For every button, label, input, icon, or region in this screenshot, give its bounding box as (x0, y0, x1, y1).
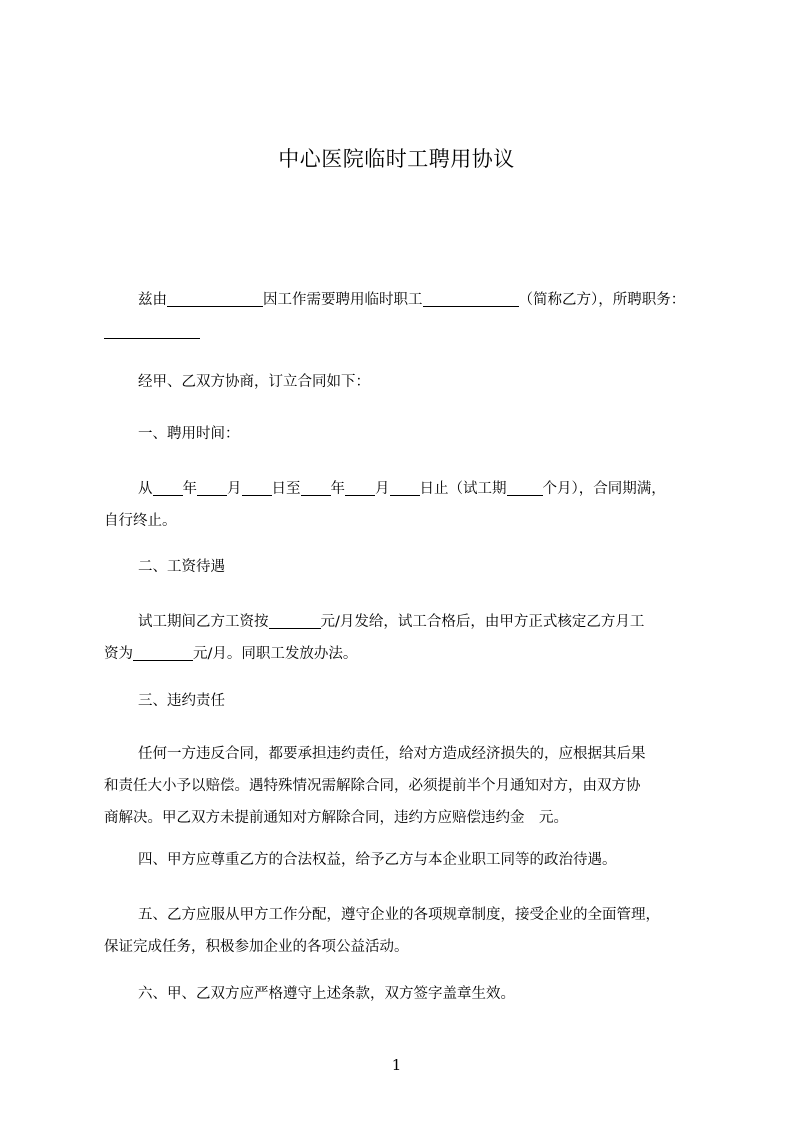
employer-blank (167, 290, 263, 307)
start-month-blank (197, 479, 227, 496)
text-from: 从 (138, 481, 153, 497)
text-trial-salary: 试工期间乙方工资按 (138, 614, 269, 630)
trial-months-blank (507, 479, 543, 496)
monthly-salary-blank (133, 644, 193, 661)
liability-line-2: 和责任大小予以赔偿。遇特殊情况需解除合同，必须提前半个月通知对方，由双方协 (104, 778, 641, 794)
text-year: 年 (182, 481, 197, 497)
text-salary-as: 资为 (104, 646, 133, 662)
paragraph-rights: 四、甲方应尊重乙方的合法权益，给予乙方与本企业职工同等的政治待遇。 (138, 852, 617, 868)
obligations-line-1: 五、乙方应服从甲方工作分配，遵守企业的各项规章制度，接受企业的全面管理， (138, 907, 660, 923)
trial-salary-blank (269, 612, 321, 629)
start-day-blank (242, 479, 272, 496)
position-blank (104, 322, 200, 339)
paragraph-agreement-intro: 经甲、乙双方协商，订立合同如下： (138, 374, 370, 390)
text-day-to: 日至 (271, 481, 301, 497)
page-title: 中心医院临时工聘用协议 (278, 147, 515, 171)
heading-salary: 二、工资待遇 (138, 559, 225, 575)
end-month-blank (345, 479, 375, 496)
page-number: 1 (391, 1056, 402, 1074)
liability-line-3: 商解决。甲乙双方未提前通知对方解除合同，违约方应赔偿违约金 元。 (104, 810, 568, 826)
end-year-blank (301, 479, 331, 496)
text-month-2: 月 (375, 481, 390, 497)
heading-liability: 三、违约责任 (138, 693, 225, 709)
heading-employment-period: 一、聘用时间： (138, 426, 240, 442)
text-day-end-trial: 日止（试工期 (419, 481, 507, 497)
text-month: 月 (227, 481, 242, 497)
text-salary-rest: 元/月。同职工发放办法。 (193, 646, 358, 662)
start-year-blank (153, 479, 183, 496)
paragraph-period (104, 473, 704, 537)
paragraph-salary (104, 606, 704, 670)
obligations-line-2: 保证完成任务，积极参加企业的各项公益活动。 (104, 939, 409, 955)
liability-line-1: 任何一方违反合同，都要承担违约责任，给对方造成经济损失的，应根据其后果 (138, 746, 646, 762)
paragraph-obligations (104, 899, 704, 963)
employee-blank (423, 290, 519, 307)
text-hire-reason: 因工作需要聘用临时职工 (263, 292, 423, 308)
text-trial-salary-rest: 元/月发给，试工合格后，由甲方正式核定乙方月工 (320, 614, 645, 630)
text-zi-you: 兹由 (138, 292, 167, 308)
text-auto-terminate: 自行终止。 (104, 513, 177, 529)
end-day-blank (390, 479, 420, 496)
text-position: （简称乙方），所聘职务： (518, 292, 686, 308)
text-year-2: 年 (330, 481, 345, 497)
paragraph-effective: 六、甲、乙双方应严格遵守上述条款，双方签字盖章生效。 (138, 986, 515, 1002)
paragraph-employment (104, 284, 704, 348)
text-months-expire: 个月），合同期满， (542, 481, 666, 497)
paragraph-liability (104, 738, 704, 834)
